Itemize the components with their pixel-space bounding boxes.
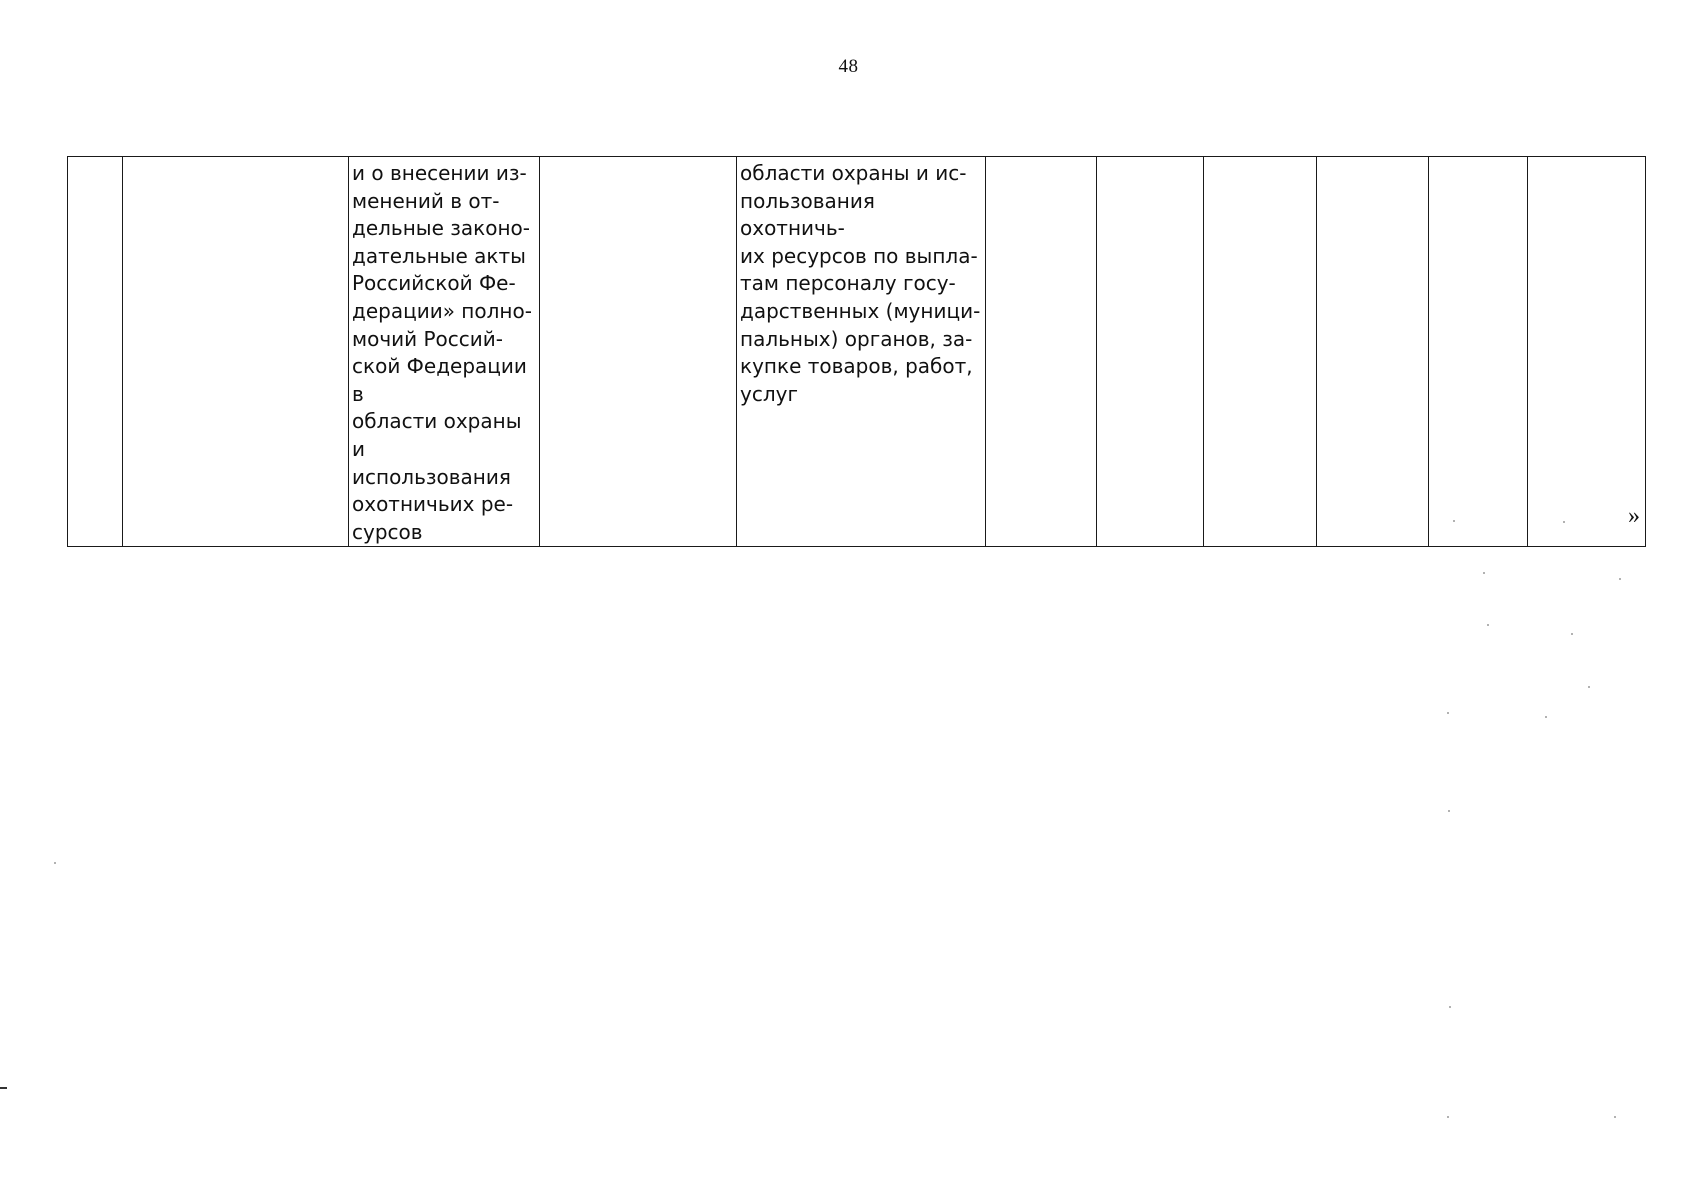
scan-speck [1453, 520, 1455, 522]
scan-speck [1487, 624, 1489, 626]
table-cell-3: и о внесении из- менений в от- дельные законо- дательные акты Российской Фе- дерации» полно- мочий Россий- ской Федерации в области охраны и использования охотничьих ре- сурсов [349, 157, 540, 547]
table-row [68, 157, 1646, 547]
closing-quote-mark: » [1628, 503, 1640, 529]
scan-speck [1614, 1116, 1616, 1118]
table-cell-9 [1317, 157, 1429, 547]
scan-speck [1447, 1116, 1449, 1118]
page-number: 48 [838, 56, 859, 77]
scan-speck [54, 862, 56, 864]
scan-speck [1483, 572, 1485, 574]
table-cell-10 [1429, 157, 1528, 547]
table-cell-11 [1528, 157, 1646, 547]
margin-dash [0, 1087, 7, 1089]
table-cell-7 [1097, 157, 1204, 547]
table-cell-2 [123, 157, 349, 547]
table-cell-1 [68, 157, 123, 547]
scan-speck [1588, 686, 1590, 688]
table-cell-5: области охраны и ис- пользования охотничь- их ресурсов по выпла- там персоналу госу- дарственных (муници- пальных) органов, за- купке товаров, работ, услуг [737, 157, 986, 547]
scan-speck [1563, 521, 1565, 523]
scan-speck [1447, 712, 1449, 714]
scan-speck [1619, 578, 1621, 580]
table-cell-4 [540, 157, 737, 547]
scan-speck [1545, 716, 1547, 718]
table-cell-8 [1204, 157, 1317, 547]
scan-speck [1571, 633, 1573, 635]
document-table [67, 156, 1646, 547]
scan-speck [1448, 810, 1450, 812]
scan-speck [1449, 1006, 1451, 1008]
table-cell-6 [986, 157, 1097, 547]
